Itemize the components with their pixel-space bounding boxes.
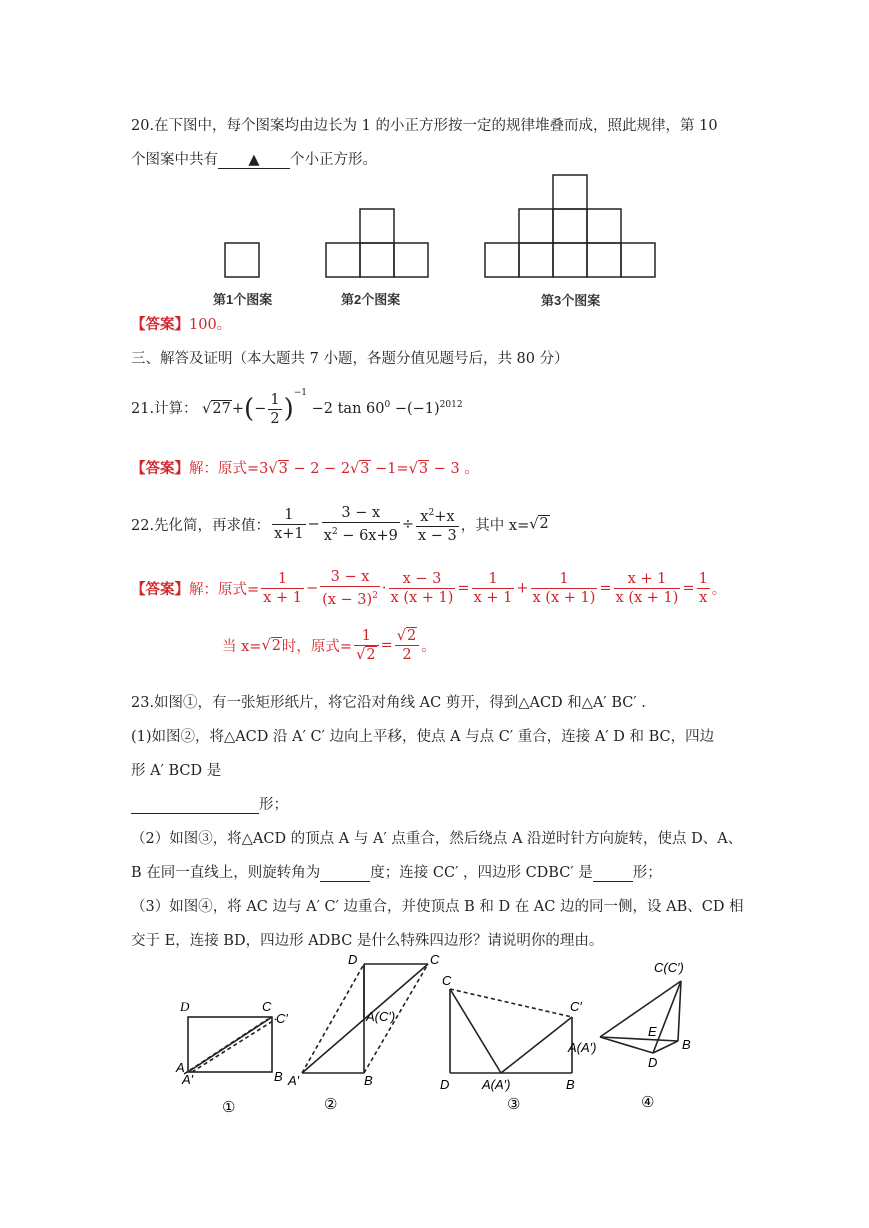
q23-part1-line1: (1)如图②，将△ACD 沿 A′ C′ 边向上平移，使点 A 与点 C′ 重合，连接 A′ D 和 BC，四边 [131, 729, 715, 745]
q23-intro: 23.如图①，有一张矩形纸片，将它沿对角线 AC 剪开，得到△ACD 和△A′ BC′ . [131, 695, 646, 711]
figure2-translated [302, 964, 428, 1073]
pattern1-caption: 第1个图案 [213, 292, 273, 307]
fig4-label-B: B [682, 1037, 691, 1052]
fig1-label-D: D [180, 999, 190, 1014]
q22-answer-prefix: 解：原式= [189, 581, 260, 598]
answer-tag: 【答案】 [131, 580, 189, 598]
q21-answer-prefix: 解：原式= [189, 461, 260, 477]
figure3-rotated [450, 989, 572, 1073]
q20-line1: 20.在下图中，每个图案均由边长为 1 的小正方形按一定的规律堆叠而成，照此规律，第 10 [131, 118, 718, 134]
q23-part1-line2: 形 A′ BCD 是 [131, 763, 222, 779]
pattern1-square [225, 243, 259, 277]
fig1-label-B: B [274, 1069, 283, 1084]
pattern3-caption: 第3个图案 [541, 293, 601, 308]
figure4-overlapped [600, 981, 681, 1053]
q22-answer: 【答案】解：原式= $\frac{1}{x + 1}$ − $\frac{3 - x}{(x - 3)^2}$ · $\frac{x - 3}{x (x + 1)}$ = $\frac{1}{x + 1}$ + $\frac{1}{x (x + 1)}$ = $\frac{x + 1}{x (x + 1)}$ = $\frac{1}{x}$ 。 [131, 569, 727, 608]
fig2-label-Ap: A′ [288, 1073, 300, 1088]
q22-answer-when: 当 x=√2时，原式= $\frac{1}{√2}$ = $\frac{√2}{2}$ 。 [222, 628, 436, 663]
q23-angle-blank [320, 865, 370, 882]
q23-part2-c: 形； [632, 865, 662, 881]
q23-part1-blank [131, 797, 259, 814]
q23-part1-post: 形； [259, 797, 288, 813]
q23-part2-b: 度；连接 CC′ ，四边形 CDBC′ 是 [370, 865, 593, 881]
q20-answer-blank: ▲ [218, 152, 290, 169]
fig3-label-D: D [440, 1077, 450, 1092]
answer-tag: 【答案】 [131, 316, 189, 333]
q23-part2-line2 [131, 861, 662, 882]
fig2-label-ACp: A(C′) [366, 1009, 396, 1024]
q23-part2-line1: （2）如图③，将△ACD 的顶点 A 与 A′ 点重合，然后绕点 A 沿逆时针方向旋转，使点 D、A、 [131, 831, 743, 847]
fig2-label-D: D [348, 952, 358, 967]
q20-answer [131, 313, 231, 334]
geometry-figures [160, 945, 720, 1120]
fig4-label-D: D [648, 1055, 658, 1070]
q21-answer-work: 3√3 − 2 − 2√3 −1=√3 − 3 。 [259, 461, 479, 477]
pattern2-squares [326, 209, 428, 277]
q23-part3-line2: 交于 E，连接 BD，四边形 ADBC 是什么特殊四边形？请说明你的理由。 [131, 933, 604, 949]
q22-when-mid: 时，原式= [281, 639, 353, 655]
figure-number-4: ④ [641, 1094, 655, 1111]
q23-part2-a: B 在同一直线上，则旋转角为 [131, 865, 321, 881]
fig4-label-CCp: C(C′) [654, 960, 684, 975]
figure-number-3: ③ [507, 1096, 521, 1113]
figure-number-1: ① [222, 1099, 236, 1116]
answer-tag: 【答案】 [131, 460, 189, 477]
q23-part1-line3 [131, 793, 288, 814]
section3-heading: 三、解答及证明（本大题共 7 小题，各题分值见题号后，共 80 分） [131, 351, 569, 367]
fig4-label-AAp: A(A′) [568, 1040, 597, 1055]
q22-expression: 22.先化简，再求值： $\frac{1}{x+1}$ − $\frac{3 - x}{x^2 - 6x+9}$ ÷ $\frac{x^2+x}{x - 3}$ ，其中 x=√2 [131, 505, 549, 544]
q22-when-pre: 当 x= [222, 639, 262, 655]
fig2-label-C: C [430, 952, 440, 967]
q20-line2-post: 个小正方形。 [290, 152, 377, 168]
fig3-label-B: B [566, 1077, 575, 1092]
fig1-label-Ap: A′ [182, 1072, 194, 1087]
fig1-label-Cp: C′ [276, 1011, 288, 1026]
q22-prefix: 22.先化简，再求值： [131, 517, 271, 534]
fig1-label-C: C [262, 999, 272, 1014]
q23-part3-line1: （3）如图④，将 AC 边与 A′ C′ 边重合，并使顶点 B 和 D 在 AC 边的同一侧，设 AB、CD 相 [131, 899, 744, 915]
q21-expression: 21.计算： √27+(− $\frac{1}{2}$ )$^{-1}$ −2 $\tan 60^0 -(-1)^{2012}$ [131, 388, 463, 427]
q20-line2 [131, 148, 377, 169]
q22-condition: ，其中 x= [460, 517, 530, 534]
fig4-label-E: E [648, 1024, 657, 1039]
figure1-rectangle [184, 1017, 276, 1074]
fig3-label-Cp: C′ [570, 999, 582, 1014]
pattern2-caption: 第2个图案 [341, 292, 401, 307]
q20-answer-value: 100。 [189, 317, 232, 333]
q23-shape-blank [593, 865, 633, 882]
q21-answer [131, 457, 479, 478]
fig2-label-B: B [364, 1073, 373, 1088]
fig3-label-C: C [442, 973, 452, 988]
pattern3-squares [485, 175, 655, 277]
q21-prefix: 21.计算： [131, 401, 198, 417]
figure-number-2: ② [324, 1096, 338, 1113]
fig1-label-A: A [176, 1060, 185, 1075]
q20-line2-pre: 个图案中共有 [131, 152, 218, 168]
fig3-label-AAp: A(A′) [482, 1077, 511, 1092]
